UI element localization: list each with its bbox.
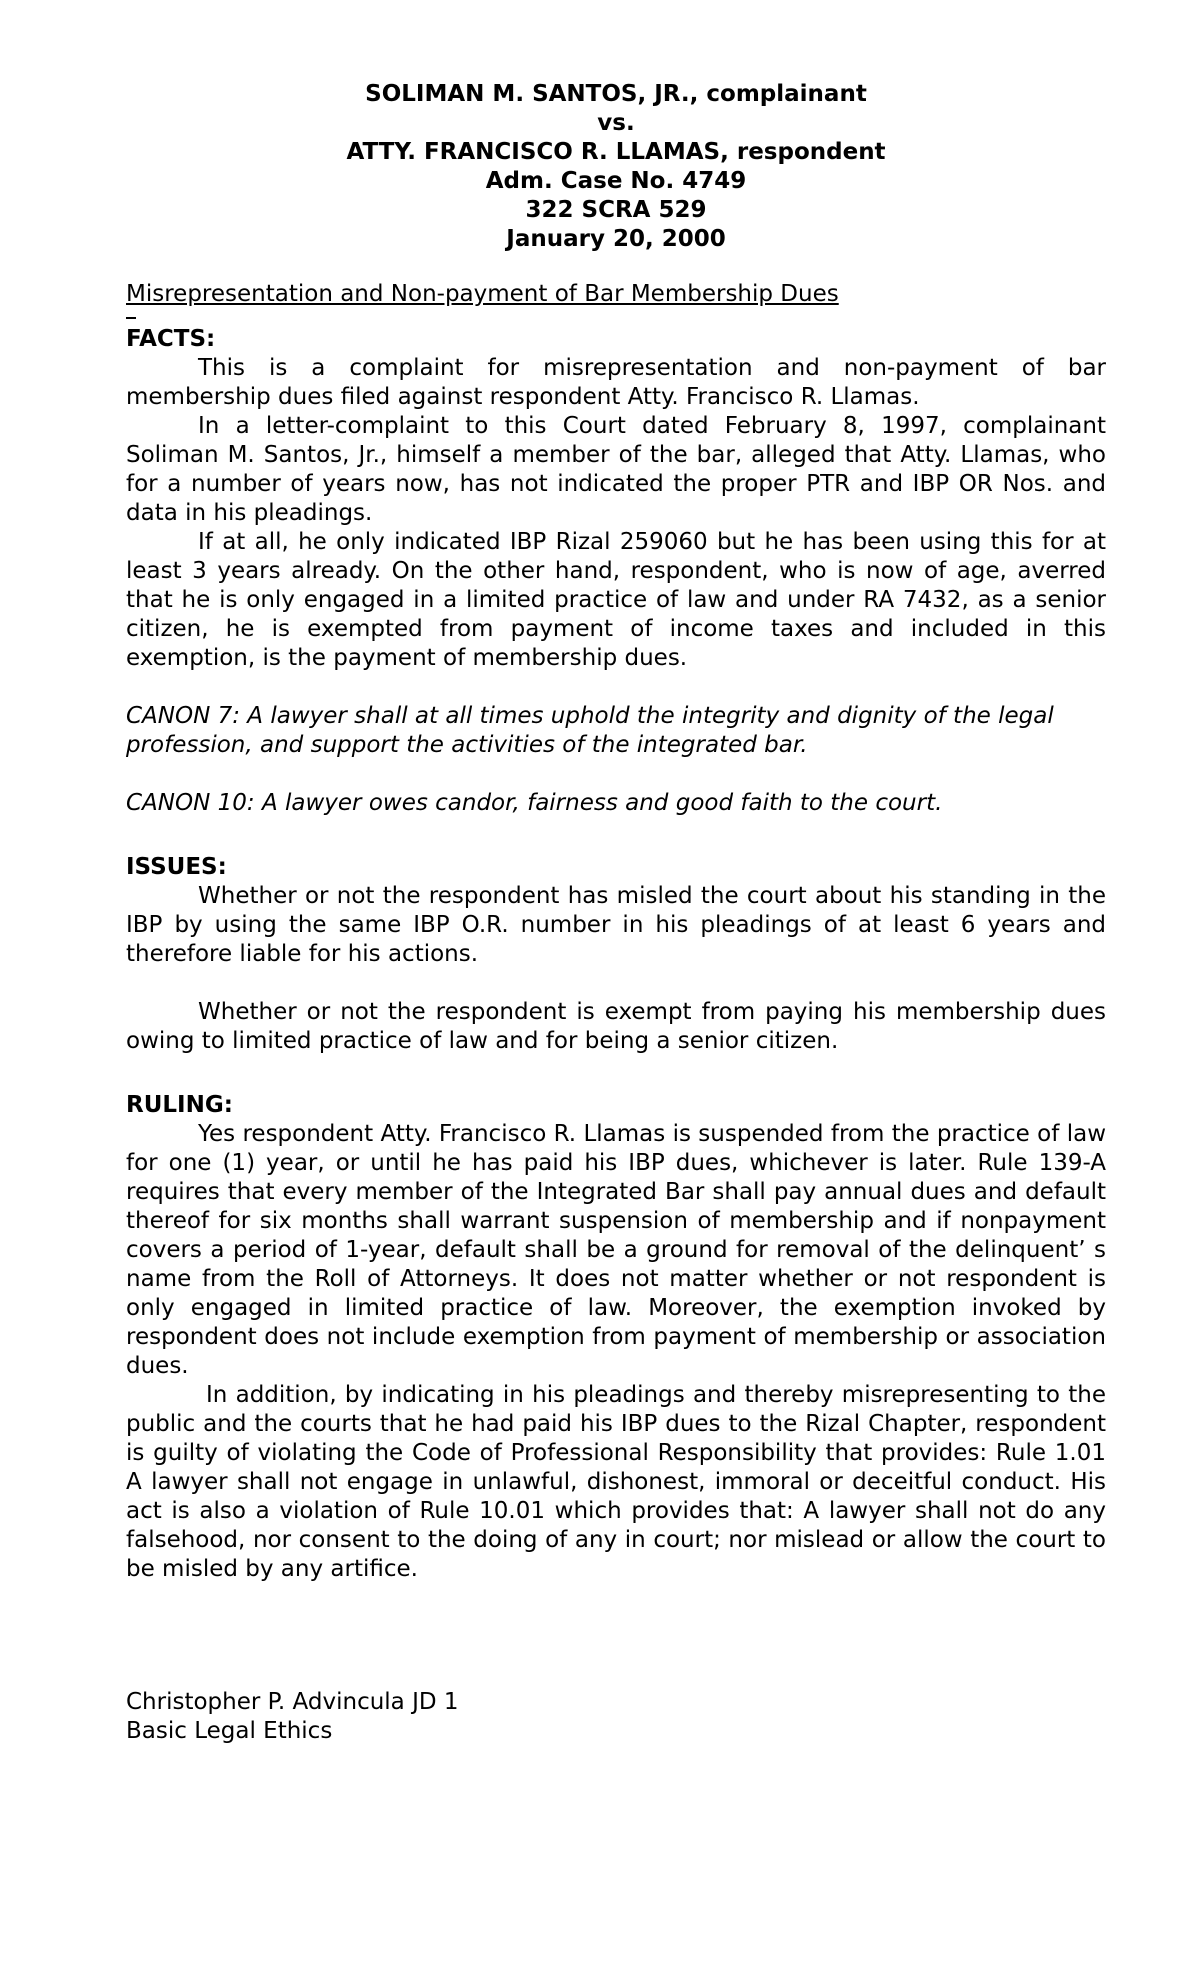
facts-paragraph: If at all, he only indicated IBP Rizal 259060 but he has been using this for at least 3 years already. On the other hand, respondent, who is now of age, averred that he is only engaged in a limited practice of law and under RA 7432, as a senior citizen, he is exempted from payment of income taxes and included in this exemption, is the payment of membership dues. xyxy=(126,529,1106,671)
case-parties-respondent: ATTY. FRANCISCO R. LLAMAS, respondent xyxy=(346,139,886,165)
signature-block xyxy=(126,1688,459,1746)
stray-underline-mark xyxy=(126,317,136,319)
ruling-paragraph: Yes respondent Atty. Francisco R. Llamas is suspended from the practice of law for one (1) year, or until he has paid his IBP dues, whichever is later. Rule 139-A requires that every member of the Integrated Bar shall pay annual dues and default thereof for six months shall warrant suspension of membership and if nonpayment covers a period of 1-year, default shall be a ground for removal of the delinquent’ s name from the Roll of Attorneys. It does not matter whether or not respondent is only engaged in limited practice of law. Moreover, the exemption invoked by respondent does not include exemption from payment of membership or association dues. xyxy=(126,1121,1106,1379)
case-header xyxy=(126,80,1106,254)
facts-paragraph: In a letter-complaint to this Court dated February 8, 1997, complainant Soliman M. Santos, Jr., himself a member of the bar, alleged that Atty. Llamas, who for a number of years now, has not indicated the proper PTR and IBP OR Nos. and data in his pleadings. xyxy=(126,413,1106,526)
facts-paragraph: This is a complaint for misrepresentation and non-payment of bar membership dues filed against respondent Atty. Francisco R. Llamas. xyxy=(126,355,1106,410)
issues-paragraph: Whether or not the respondent is exempt from paying his membership dues owing to limited practice of law and for being a senior citizen. xyxy=(126,999,1106,1054)
canon-7: CANON 7: A lawyer shall at all times uphold the integrity and dignity of the legal profession, and support the activities of the integrated bar. xyxy=(126,703,1054,758)
case-parties-complainant: SOLIMAN M. SANTOS, JR., complainant xyxy=(365,81,867,107)
case-citation: 322 SCRA 529 xyxy=(525,197,707,223)
case-topic: Misrepresentation and Non-payment of Bar Membership Dues xyxy=(126,281,839,307)
canon-10: CANON 10: A lawyer owes candor, fairness and good faith to the court. xyxy=(126,790,943,816)
issues-paragraph: Whether or not the respondent has misled the court about his standing in the IBP by using the same IBP O.R. number in his pleadings of at least 6 years and therefore liable for his actions. xyxy=(126,883,1106,967)
course-name: Basic Legal Ethics xyxy=(126,1718,333,1744)
case-versus: vs. xyxy=(597,110,635,136)
document-body xyxy=(126,80,1106,1584)
ruling-heading: RULING: xyxy=(126,1092,233,1118)
facts-heading: FACTS: xyxy=(126,326,216,352)
issues-heading: ISSUES: xyxy=(126,854,227,880)
ruling-paragraph: In addition, by indicating in his pleadings and thereby misrepresenting to the public and the courts that he had paid his IBP dues to the Rizal Chapter, respondent is guilty of violating the Code of Professional Responsibility that provides: Rule 1.01 A lawyer shall not engage in unlawful, dishonest, immoral or deceitful conduct. His act is also a violation of Rule 10.01 which provides that: A lawyer shall not do any falsehood, nor consent to the doing of any in court; nor mislead or allow the court to be misled by any artifice. xyxy=(126,1382,1106,1582)
author-name: Christopher P. Advincula JD 1 xyxy=(126,1689,459,1715)
case-date: January 20, 2000 xyxy=(506,226,726,252)
case-number: Adm. Case No. 4749 xyxy=(485,168,747,194)
